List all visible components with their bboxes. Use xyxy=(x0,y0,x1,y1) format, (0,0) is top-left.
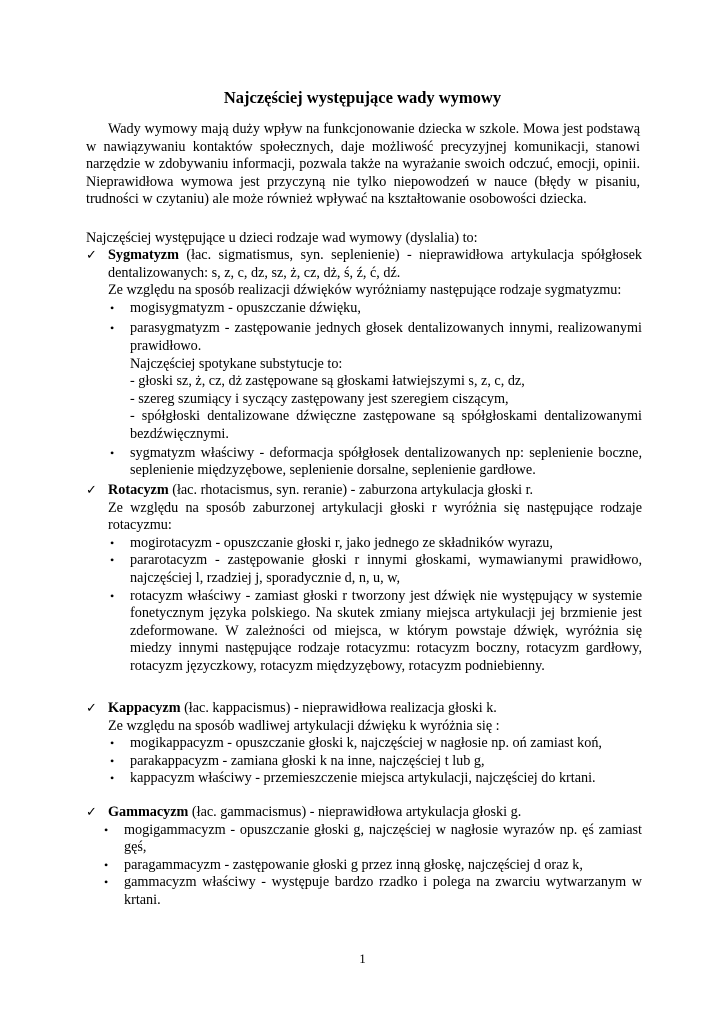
term-description: (łac. sigmatismus, syn. seplenienie) - nieprawidłowa artykulacja spółgłosek dentalizowanych: s, z, c, dz, sz, ż, cz, dż, ś, ź, ć, dź. xyxy=(108,247,642,281)
section-heading xyxy=(86,482,642,500)
checkmark-icon: ✓ xyxy=(86,701,97,716)
checkmark-icon: ✓ xyxy=(86,483,97,498)
list-item-text: mogigammacyzm - opuszczanie głoski g, najczęściej w nagłosie wyrazów np. ęś zamiast gęś, xyxy=(124,821,642,856)
bullet-icon: • xyxy=(110,553,115,568)
bullet-icon: • xyxy=(104,857,109,872)
list-item-text: kappacyzm właściwy - przemieszczenie miejsca artykulacji, najczęściej do krtani. xyxy=(130,770,596,787)
list-item xyxy=(86,535,642,553)
list-item xyxy=(86,552,642,587)
section-rotacyzm xyxy=(86,482,642,676)
list-item-text: parasygmatyzm - zastępowanie jednych głosek dentalizowanych innymi, realizowanymi prawidłowo. xyxy=(130,320,642,354)
list-item-text: mogirotacyzm - opuszczanie głoski r, jako jednego ze składników wyrazu, xyxy=(130,534,553,551)
bullet-icon: • xyxy=(104,875,109,890)
lead-paragraph: Najczęściej występujące u dzieci rodzaje wad wymowy (dyslalia) to: xyxy=(86,230,478,246)
intro-paragraph xyxy=(86,121,640,209)
term-name: Kappacyzm xyxy=(108,700,181,716)
bullet-icon: • xyxy=(110,445,115,460)
section-text: Ze względu na sposób zaburzonej artykulacji głoski r wyróżnia się następujące rodzaje rotacyzmu: xyxy=(108,499,642,534)
term-name: Gammacyzm xyxy=(108,804,189,820)
list-item-text: paragammacyzm - zastępowanie głoski g przez inną głoskę, najczęściej d oraz k, xyxy=(124,856,583,873)
bullet-icon: • xyxy=(110,321,115,336)
bullet-icon: • xyxy=(110,771,115,786)
list-item xyxy=(86,874,642,909)
list-item-text: mogisygmatyzm - opuszczanie dźwięku, xyxy=(130,299,361,316)
section-heading xyxy=(86,700,642,718)
section-heading xyxy=(86,804,642,822)
section-sygmatyzm xyxy=(86,247,642,480)
list-item xyxy=(86,320,642,355)
term-name: Rotacyzm xyxy=(108,482,169,498)
list-item xyxy=(86,753,642,771)
intro-text: Wady wymowy mają duży wpływ na funkcjonowanie dziecka w szkole. Mowa jest podstawą w nawiązywaniu kontaktów społecznych, daje możliwość precyzyjnej komunikacji, stanowi narzędzie w zdobywaniu informacji, pozwala także na wyrażanie swoich odczuć, emocji, opinii. Nieprawidłowa wymowa jest przyczyną nie tylko niepowodzeń w nauce (błędy w pisaniu, trudności w czytaniu) ale może również wpływać na kształtowanie osobowości dziecka. xyxy=(86,121,640,208)
list-item xyxy=(86,857,642,875)
list-item xyxy=(86,735,642,753)
bullet-icon: • xyxy=(110,535,115,550)
substitution-item: - spółgłoski dentalizowane dźwięczne zastępowane są spółgłoskami dentalizowanymi bezdźwięcznymi. xyxy=(130,408,642,442)
section-gammacyzm xyxy=(86,804,642,910)
bullet-list xyxy=(86,535,642,676)
list-item-text: mogikappacyzm - opuszczanie głoski k, najczęściej w nagłosie np. oń zamiast koń, xyxy=(130,735,602,752)
list-item-text: sygmatyzm właściwy - deformacja spółgłosek dentalizowanych np: seplenienie boczne, seplenienie międzyzębowe, seplenienie dorsalne, seplenienie gardłowe. xyxy=(130,444,642,479)
list-item-text: gammacyzm właściwy - występuje bardzo rzadko i polega na zwarciu wytwarzanym w krtani. xyxy=(124,874,642,908)
substitution-item: - szereg szumiący i syczący zastępowany jest szeregiem ciszącym, xyxy=(130,390,509,407)
bullet-list xyxy=(86,300,642,356)
document-title: Najczęściej występujące wady wymowy xyxy=(223,88,502,107)
checkmark-icon: ✓ xyxy=(86,805,97,820)
term-description: (łac. rhotacismus, syn. reranie) - zaburzona artykulacja głoski r. xyxy=(168,482,534,498)
list-item xyxy=(86,588,642,676)
term-description: (łac. gammacismus) - nieprawidłowa artykulacja głoski g. xyxy=(188,804,522,820)
list-item xyxy=(86,770,642,788)
bullet-icon: • xyxy=(110,736,115,751)
bullet-icon: • xyxy=(110,588,115,603)
bullet-list xyxy=(86,822,642,910)
list-item xyxy=(86,300,642,318)
list-item xyxy=(86,822,642,857)
section-text: Ze względu na sposób wadliwej artykulacji dźwięku k wyróżnia się : xyxy=(108,717,500,734)
checkmark-icon: ✓ xyxy=(86,248,97,263)
bullet-icon: • xyxy=(110,300,115,315)
bullet-icon: • xyxy=(110,753,115,768)
bullet-list xyxy=(86,445,642,480)
bullet-list xyxy=(86,735,642,788)
term-name: Sygmatyzm xyxy=(108,247,179,263)
page-number: 1 xyxy=(359,951,366,966)
list-item-text: parakappacyzm - zamiana głoski k na inne, najczęściej t lub g, xyxy=(130,752,485,769)
term-description: (łac. kappacismus) - nieprawidłowa realizacja głoski k. xyxy=(180,700,497,716)
section-kappacyzm xyxy=(86,700,642,788)
section-text: Ze względu na sposób realizacji dźwięków wyróżniamy następujące rodzaje sygmatyzmu: xyxy=(108,282,622,299)
substitution-item: - głoski sz, ż, cz, dż zastępowane są głoskami łatwiejszymi s, z, c, dz, xyxy=(130,373,525,390)
section-heading xyxy=(86,247,642,282)
list-item xyxy=(86,445,642,480)
list-item-text: pararotacyzm - zastępowanie głoski r innymi głoskami, wymawianymi prawidłowo, najczęściej l, rzadziej j, sporadycznie d, n, u, w, xyxy=(130,552,642,586)
substitution-title: Najczęściej spotykane substytucje to: xyxy=(130,355,343,372)
bullet-icon: • xyxy=(104,822,109,837)
list-item-text: rotacyzm właściwy - zamiast głoski r tworzony jest dźwięk nie występujący w systemie fonetycznym języka polskiego. Na skutek zmiany miejsca artykulacji jej brzmienie jest zdeformowane. W zależności od miejsca, w którym powstaje dźwięk, wyróżnia się miedzy innymi następujące rodzaje rotacyzmu: rotacyzm boczny, rotacyzm gardłowy, rotacyzm języczkowy, rotacyzm międzyzębowy, rotacyzm podniebienny. xyxy=(130,587,642,674)
